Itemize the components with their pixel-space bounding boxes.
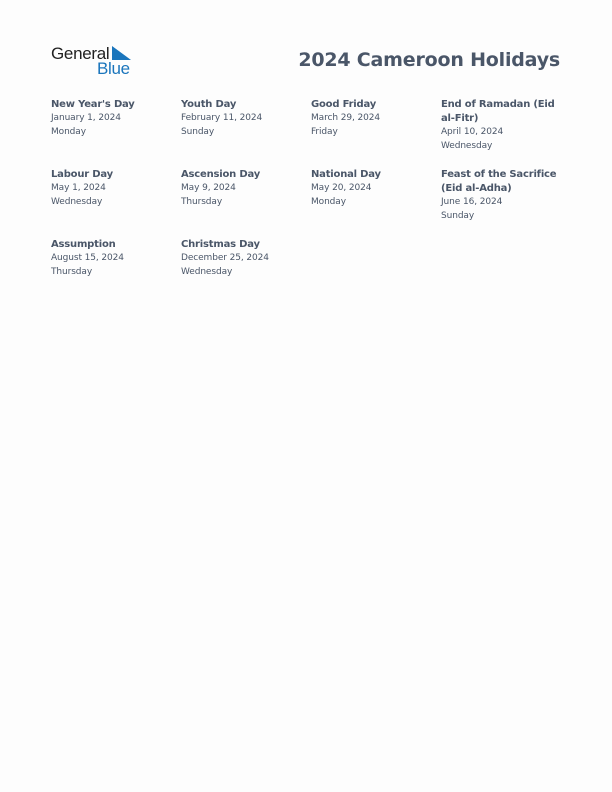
holiday-weekday: Friday — [311, 126, 338, 137]
holiday-item — [441, 168, 571, 238]
holiday-name: Feast of the Sacrifice (Eid al-Adha) — [441, 169, 557, 194]
holiday-weekday: Sunday — [441, 210, 475, 221]
page-title: 2024 Cameroon Holidays — [298, 49, 560, 71]
holiday-weekday: Monday — [311, 196, 346, 207]
holiday-date: March 29, 2024 — [311, 113, 380, 123]
holiday-item — [311, 168, 441, 238]
holiday-name: Labour Day — [51, 169, 113, 180]
logo-triangle-icon — [112, 46, 131, 60]
holiday-item — [51, 98, 181, 168]
holiday-name: Assumption — [51, 239, 116, 250]
holiday-date: May 9, 2024 — [181, 183, 236, 193]
holiday-list — [51, 98, 571, 308]
holiday-item — [311, 98, 441, 168]
holiday-item — [181, 98, 311, 168]
holiday-item — [51, 238, 181, 308]
holiday-date: December 25, 2024 — [181, 253, 269, 263]
generalblue-logo — [51, 44, 141, 78]
holiday-name: Good Friday — [311, 99, 377, 110]
holiday-name: New Year's Day — [51, 99, 135, 110]
holiday-name: Youth Day — [181, 99, 237, 110]
holiday-date: June 16, 2024 — [441, 197, 503, 207]
holiday-weekday: Thursday — [51, 266, 93, 277]
holiday-date: May 20, 2024 — [311, 183, 372, 193]
holiday-item — [51, 168, 181, 238]
holiday-date: August 15, 2024 — [51, 253, 124, 263]
holiday-name: End of Ramadan (Eid al-Fitr) — [441, 99, 555, 124]
holiday-name: Ascension Day — [181, 169, 261, 180]
holiday-weekday: Monday — [51, 126, 86, 137]
holiday-item — [181, 238, 311, 308]
holiday-name: National Day — [311, 169, 381, 180]
holiday-date: February 11, 2024 — [181, 113, 263, 123]
holiday-weekday: Wednesday — [441, 140, 493, 151]
holiday-date: January 1, 2024 — [51, 113, 121, 123]
holiday-weekday: Sunday — [181, 126, 215, 137]
holiday-weekday: Wednesday — [181, 266, 233, 277]
holiday-date: April 10, 2024 — [441, 127, 504, 137]
holiday-item — [181, 168, 311, 238]
holiday-weekday: Wednesday — [51, 196, 103, 207]
holiday-weekday: Thursday — [181, 196, 223, 207]
holiday-item — [441, 98, 571, 168]
holiday-name: Christmas Day — [181, 239, 260, 250]
logo-word-general: General — [51, 44, 110, 63]
holiday-date: May 1, 2024 — [51, 183, 106, 193]
logo-word-blue: Blue — [97, 59, 130, 78]
